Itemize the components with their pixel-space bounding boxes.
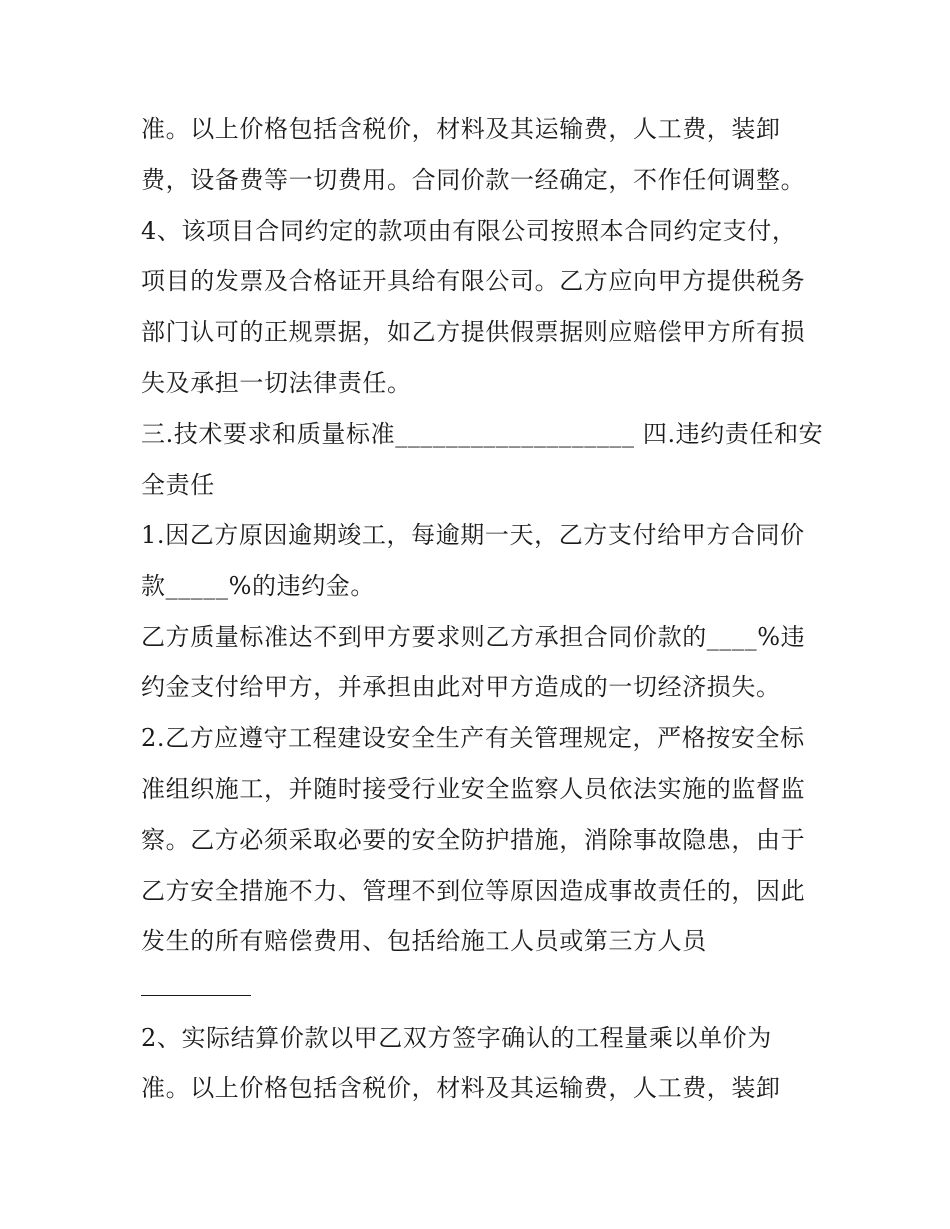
- text-line: 准。以上价格包括含税价，材料及其运输费，人工费，装卸: [141, 115, 781, 143]
- text-line: 4、该项目合同约定的款项由有限公司按照本合同约定支付，: [141, 217, 797, 245]
- text-line: 1.因乙方原因逾期竣工，每逾期一天，乙方支付给甲方合同价: [141, 521, 805, 549]
- text-line: 部门认可的正规票据，如乙方提供假票据则应赔偿甲方所有损: [141, 318, 806, 346]
- text-line: 项目的发票及合格证开具给有限公司。乙方应向甲方提供税务: [141, 267, 806, 295]
- text-line: 款_____%的违约金。: [141, 572, 376, 600]
- blank-underline: [141, 995, 251, 996]
- text-line: 乙方质量标准达不到甲方要求则乙方承担合同价款的____%违: [141, 623, 806, 651]
- text-line: 失及承担一切法律责任。: [141, 369, 412, 397]
- text-line: 约金支付给甲方，并承担由此对甲方造成的一切经济损失。: [141, 673, 781, 701]
- text-line: 察。乙方必须采取必要的安全防护措施，消除事故隐患，由于: [141, 826, 806, 854]
- text-line: 2.乙方应遵守工程建设安全生产有关管理规定，严格按安全标: [141, 724, 805, 752]
- text-line: 乙方安全措施不力、管理不到位等原因造成事故责任的，因此: [141, 877, 806, 905]
- text-line: 全责任: [141, 471, 215, 499]
- text-line: 发生的所有赔偿费用、包括给施工人员或第三方人员: [141, 927, 707, 955]
- text-line: 准组织施工，并随时接受行业安全监察人员依法实施的监督监: [141, 775, 806, 803]
- text-line: 费，设备费等一切费用。合同价款一经确定，不作任何调整。: [141, 166, 806, 194]
- text-line: 准。以上价格包括含税价，材料及其运输费，人工费，装卸: [141, 1074, 781, 1102]
- section-heading-line: 三.技术要求和质量标准___________________ 四.违约责任和安: [141, 420, 824, 448]
- text-line: 2、实际结算价款以甲乙双方签字确认的工程量乘以单价为: [141, 1024, 772, 1052]
